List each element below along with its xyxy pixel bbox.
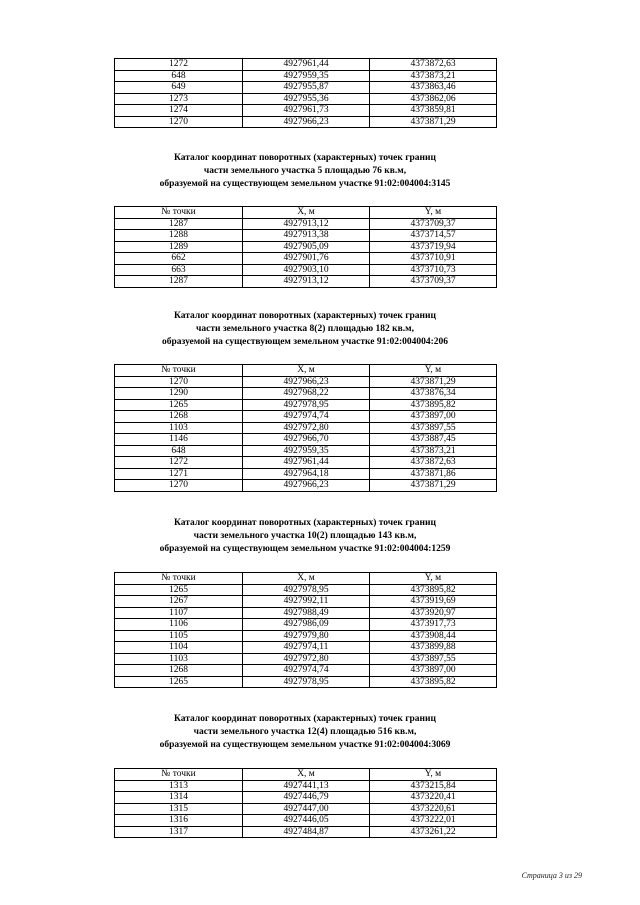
point-cell: 1106 xyxy=(115,619,243,631)
point-cell: 1268 xyxy=(115,411,243,423)
y-cell: 4373215,84 xyxy=(370,780,497,792)
y-cell: 4373714,57 xyxy=(370,230,497,242)
table-row xyxy=(115,116,497,128)
x-cell: 4927446,79 xyxy=(243,792,370,804)
y-cell: 4373222,01 xyxy=(370,815,497,827)
point-cell: 1287 xyxy=(115,218,243,230)
point-cell: 1265 xyxy=(115,584,243,596)
y-cell: 4373908,44 xyxy=(370,630,497,642)
x-cell: 4927961,73 xyxy=(243,105,370,117)
y-header: Y, м xyxy=(370,573,497,585)
point-header: № точки xyxy=(115,365,243,377)
y-cell: 4373862,06 xyxy=(370,93,497,105)
point-cell: 1313 xyxy=(115,780,243,792)
heading-line: образуемой на существующем земельном участке 91:02:004004:1259 xyxy=(159,544,451,554)
heading-line: части земельного участка 10(2) площадью 143 кв.м, xyxy=(193,531,417,541)
heading-line: части земельного участка 8(2) площадью 182 кв.м, xyxy=(196,324,414,334)
catalog-heading-4 xyxy=(114,713,496,752)
x-header: X, м xyxy=(243,573,370,585)
x-cell: 4927959,35 xyxy=(243,70,370,82)
y-cell: 4373710,91 xyxy=(370,253,497,265)
x-cell: 4927905,09 xyxy=(243,241,370,253)
y-cell: 4373261,22 xyxy=(370,826,497,838)
point-cell: 1271 xyxy=(115,468,243,480)
x-cell: 4927446,05 xyxy=(243,815,370,827)
point-cell: 648 xyxy=(115,70,243,82)
x-cell: 4927966,70 xyxy=(243,434,370,446)
table-row xyxy=(115,434,497,446)
table-row xyxy=(115,619,497,631)
table-row xyxy=(115,230,497,242)
table-row xyxy=(115,457,497,469)
x-cell: 4927978,95 xyxy=(243,584,370,596)
table-row xyxy=(115,596,497,608)
y-cell: 4373709,37 xyxy=(370,276,497,288)
x-cell: 4927913,12 xyxy=(243,218,370,230)
point-cell: 1270 xyxy=(115,480,243,492)
heading-line: Каталог координат поворотных (характерных) точек границ xyxy=(174,311,436,321)
point-cell: 1267 xyxy=(115,596,243,608)
point-cell: 1272 xyxy=(115,59,243,71)
heading-line: Каталог координат поворотных (характерных) точек границ xyxy=(174,153,436,163)
coordinates-table-5 xyxy=(114,768,497,838)
y-header: Y, м xyxy=(370,207,497,219)
y-cell: 4373897,55 xyxy=(370,653,497,665)
point-cell: 1265 xyxy=(115,399,243,411)
y-cell: 4373920,97 xyxy=(370,607,497,619)
y-cell: 4373895,82 xyxy=(370,584,497,596)
table-row xyxy=(115,642,497,654)
point-cell: 1270 xyxy=(115,376,243,388)
coordinates-table-1 xyxy=(114,58,497,128)
heading-line: Каталог координат поворотных (характерных) точек границ xyxy=(174,714,436,724)
y-header: Y, м xyxy=(370,769,497,781)
table-row xyxy=(115,253,497,265)
table-row xyxy=(115,218,497,230)
point-cell: 1103 xyxy=(115,653,243,665)
x-cell: 4927959,35 xyxy=(243,445,370,457)
x-cell: 4927972,80 xyxy=(243,653,370,665)
table-header-row xyxy=(115,573,497,585)
point-cell: 1268 xyxy=(115,665,243,677)
y-cell: 4373919,69 xyxy=(370,596,497,608)
point-cell: 1289 xyxy=(115,241,243,253)
table-row xyxy=(115,59,497,71)
table-row xyxy=(115,422,497,434)
table-row xyxy=(115,264,497,276)
x-cell: 4927441,13 xyxy=(243,780,370,792)
coordinates-table-3 xyxy=(114,364,497,492)
point-cell: 1104 xyxy=(115,642,243,654)
x-cell: 4927988,49 xyxy=(243,607,370,619)
x-cell: 4927964,18 xyxy=(243,468,370,480)
y-cell: 4373872,63 xyxy=(370,59,497,71)
heading-line: части земельного участка 12(4) площадью 516 кв.м, xyxy=(193,727,417,737)
x-header: X, м xyxy=(243,207,370,219)
catalog-heading-3 xyxy=(114,517,496,556)
table-row xyxy=(115,826,497,838)
point-cell: 1107 xyxy=(115,607,243,619)
table-row xyxy=(115,388,497,400)
x-cell: 4927966,23 xyxy=(243,480,370,492)
point-cell: 662 xyxy=(115,253,243,265)
point-cell: 1288 xyxy=(115,230,243,242)
point-header: № точки xyxy=(115,207,243,219)
x-cell: 4927992,11 xyxy=(243,596,370,608)
heading-line: образуемой на существующем земельном участке 91:02:004004:3069 xyxy=(159,740,451,750)
point-cell: 663 xyxy=(115,264,243,276)
x-cell: 4927972,80 xyxy=(243,422,370,434)
table-row xyxy=(115,411,497,423)
point-header: № точки xyxy=(115,769,243,781)
page-number-footer: Страница 3 из 29 xyxy=(521,871,582,880)
x-cell: 4927974,74 xyxy=(243,665,370,677)
table-row xyxy=(115,70,497,82)
heading-line: образуемой на существующем земельном участке 91:02:004004:3145 xyxy=(159,179,451,189)
y-cell: 4373871,29 xyxy=(370,116,497,128)
table-row xyxy=(115,815,497,827)
y-cell: 4373863,46 xyxy=(370,82,497,94)
y-cell: 4373897,00 xyxy=(370,665,497,677)
table-row xyxy=(115,468,497,480)
table-row xyxy=(115,803,497,815)
x-cell: 4927979,80 xyxy=(243,630,370,642)
table-row xyxy=(115,676,497,688)
table-row xyxy=(115,792,497,804)
heading-line: образуемой на существующем земельном участке 91:02:004004:206 xyxy=(161,337,449,347)
x-cell: 4927968,22 xyxy=(243,388,370,400)
y-cell: 4373719,94 xyxy=(370,241,497,253)
x-header: X, м xyxy=(243,769,370,781)
x-cell: 4927961,44 xyxy=(243,457,370,469)
y-cell: 4373871,29 xyxy=(370,480,497,492)
table-header-row xyxy=(115,769,497,781)
table-header-row xyxy=(115,207,497,219)
x-cell: 4927913,38 xyxy=(243,230,370,242)
point-header: № точки xyxy=(115,573,243,585)
x-cell: 4927484,87 xyxy=(243,826,370,838)
x-cell: 4927978,95 xyxy=(243,399,370,411)
x-cell: 4927966,23 xyxy=(243,116,370,128)
table-row xyxy=(115,607,497,619)
table-row xyxy=(115,665,497,677)
table-row xyxy=(115,653,497,665)
table-row xyxy=(115,82,497,94)
point-cell: 649 xyxy=(115,82,243,94)
point-cell: 1287 xyxy=(115,276,243,288)
y-cell: 4373917,73 xyxy=(370,619,497,631)
point-cell: 1105 xyxy=(115,630,243,642)
heading-line: Каталог координат поворотных (характерных) точек границ xyxy=(174,518,436,528)
y-cell: 4373899,88 xyxy=(370,642,497,654)
y-cell: 4373871,86 xyxy=(370,468,497,480)
point-cell: 1265 xyxy=(115,676,243,688)
table-row xyxy=(115,105,497,117)
table-row xyxy=(115,376,497,388)
x-cell: 4927974,74 xyxy=(243,411,370,423)
x-cell: 4927974,11 xyxy=(243,642,370,654)
point-cell: 1274 xyxy=(115,105,243,117)
y-cell: 4373220,61 xyxy=(370,803,497,815)
y-cell: 4373895,82 xyxy=(370,399,497,411)
heading-line: части земельного участка 5 площадью 76 кв.м, xyxy=(203,166,407,176)
y-cell: 4373897,00 xyxy=(370,411,497,423)
x-cell: 4927978,95 xyxy=(243,676,370,688)
table-header-row xyxy=(115,365,497,377)
table-row xyxy=(115,584,497,596)
table-row xyxy=(115,399,497,411)
y-cell: 4373872,63 xyxy=(370,457,497,469)
x-cell: 4927955,87 xyxy=(243,82,370,94)
x-cell: 4927955,36 xyxy=(243,93,370,105)
point-cell: 1270 xyxy=(115,116,243,128)
point-cell: 1273 xyxy=(115,93,243,105)
table-row xyxy=(115,241,497,253)
point-cell: 1317 xyxy=(115,826,243,838)
point-cell: 1272 xyxy=(115,457,243,469)
table-row xyxy=(115,480,497,492)
point-cell: 1103 xyxy=(115,422,243,434)
y-cell: 4373876,34 xyxy=(370,388,497,400)
point-cell: 1316 xyxy=(115,815,243,827)
x-cell: 4927961,44 xyxy=(243,59,370,71)
coordinates-table-2 xyxy=(114,206,497,288)
y-cell: 4373859,81 xyxy=(370,105,497,117)
x-cell: 4927903,10 xyxy=(243,264,370,276)
point-cell: 1314 xyxy=(115,792,243,804)
coordinates-table-4 xyxy=(114,572,497,688)
y-cell: 4373220,41 xyxy=(370,792,497,804)
y-cell: 4373895,82 xyxy=(370,676,497,688)
y-cell: 4373871,29 xyxy=(370,376,497,388)
catalog-heading-1 xyxy=(114,152,496,191)
table-row xyxy=(115,93,497,105)
catalog-heading-2 xyxy=(114,310,496,349)
table-row xyxy=(115,780,497,792)
x-header: X, м xyxy=(243,365,370,377)
table-row xyxy=(115,630,497,642)
y-cell: 4373709,37 xyxy=(370,218,497,230)
x-cell: 4927986,09 xyxy=(243,619,370,631)
y-cell: 4373887,45 xyxy=(370,434,497,446)
y-cell: 4373710,73 xyxy=(370,264,497,276)
y-cell: 4373873,21 xyxy=(370,70,497,82)
y-cell: 4373897,55 xyxy=(370,422,497,434)
table-row xyxy=(115,276,497,288)
point-cell: 1315 xyxy=(115,803,243,815)
y-cell: 4373873,21 xyxy=(370,445,497,457)
x-cell: 4927901,76 xyxy=(243,253,370,265)
point-cell: 1146 xyxy=(115,434,243,446)
y-header: Y, м xyxy=(370,365,497,377)
x-cell: 4927447,00 xyxy=(243,803,370,815)
table-row xyxy=(115,445,497,457)
point-cell: 648 xyxy=(115,445,243,457)
x-cell: 4927966,23 xyxy=(243,376,370,388)
x-cell: 4927913,12 xyxy=(243,276,370,288)
point-cell: 1290 xyxy=(115,388,243,400)
